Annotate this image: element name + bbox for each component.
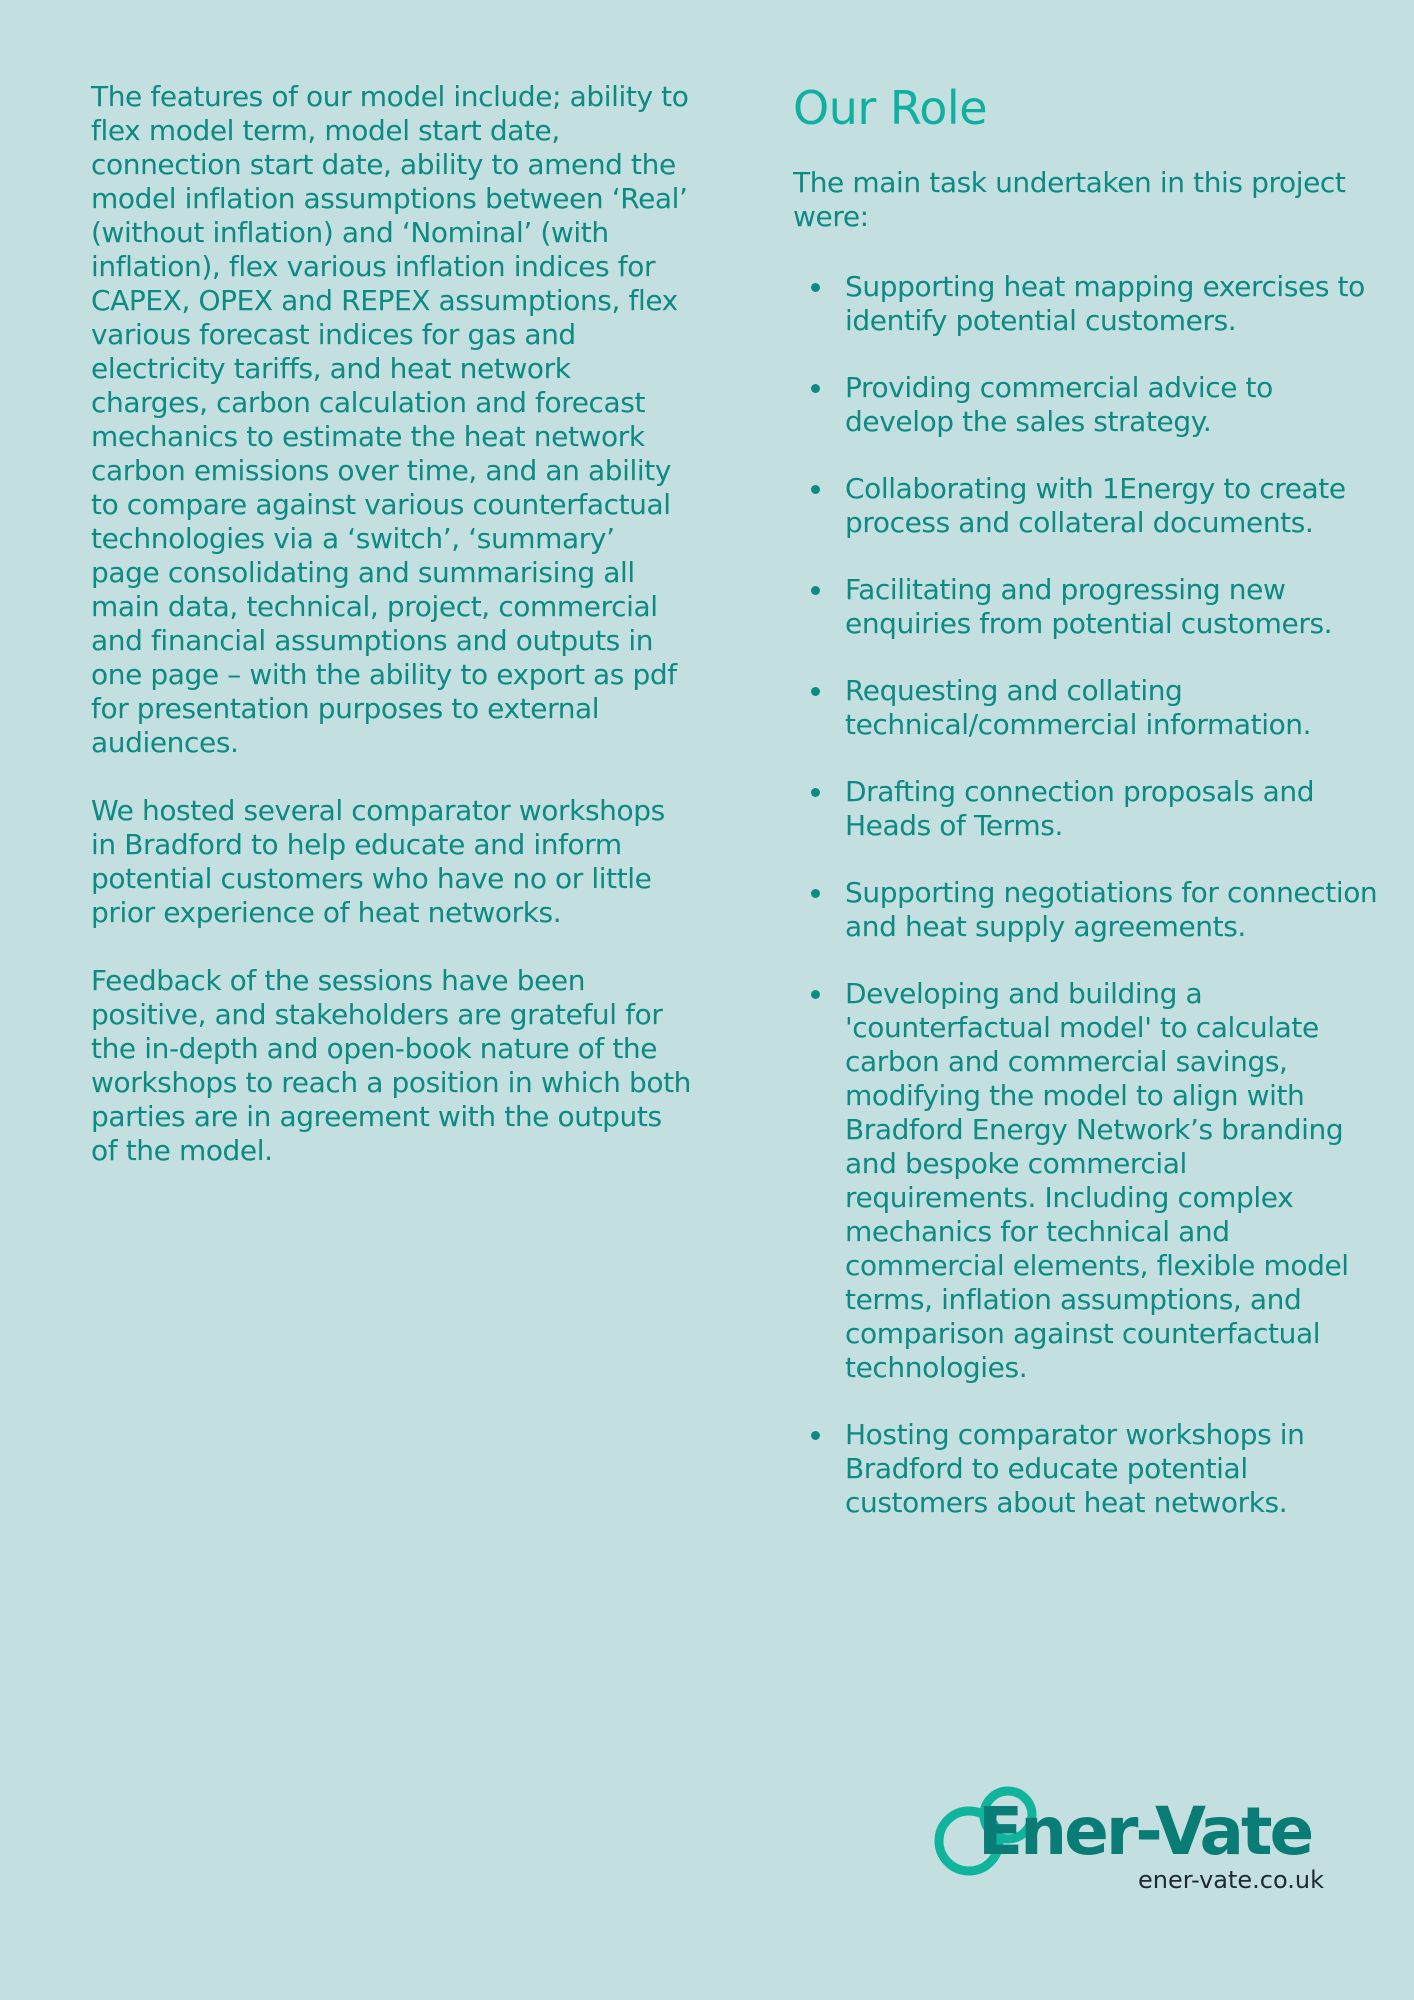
section-intro: The main task undertaken in this project were:: [793, 166, 1346, 233]
features-paragraph: The features of our model include; ability to flex model term, model start date, connection start date, ability to amend the model inflation assumptions between ‘Real’ (without inflation) and ‘Nominal’ (with inflation), flex various inflation indices for CAPEX, OPEX and REPEX assumptions, flex various forecast indices for gas and electricity tariffs, and heat network charges, carbon calculation and forecast mechanics to estimate the heat network carbon emissions over time, and an ability to compare against various counterfactual technologies via a ‘switch’, ‘summary’ page consolidating and summarising all main data, technical, project, commercial and financial assumptions and outputs in one page – with the ability to export as pdf for presentation purposes to external audiences.: [91, 80, 689, 759]
list-item: [793, 270, 1378, 338]
left-column: [91, 80, 691, 1202]
section-heading: Our Role: [793, 81, 988, 135]
list-item: [793, 876, 1378, 944]
list-item-text: Collaborating with 1Energy to create process and collateral documents.: [845, 472, 1346, 539]
list-item-text: Providing commercial advice to develop the sales strategy.: [845, 371, 1273, 438]
list-item: [793, 775, 1378, 843]
list-item: [793, 472, 1378, 540]
feedback-paragraph: Feedback of the sessions have been positive, and stakeholders are grateful for the in-depth and open-book nature of the workshops to reach a position in which both parties are in agreement with the outputs of the model.: [91, 964, 692, 1167]
list-item: [793, 1418, 1378, 1520]
list-item: [793, 977, 1378, 1385]
list-item: [793, 371, 1378, 439]
logo-wordmark: Ener-Vate: [978, 1793, 1312, 1870]
bullet-icon: [811, 485, 820, 494]
list-item: [793, 674, 1378, 742]
bullet-icon: [811, 283, 820, 292]
role-list: [793, 270, 1378, 1520]
list-item-text: Requesting and collating technical/commercial information.: [845, 674, 1312, 741]
list-item: [793, 573, 1378, 641]
bullet-icon: [811, 586, 820, 595]
right-column: [793, 80, 1378, 1553]
bullet-icon: [811, 384, 820, 393]
list-item-text: Hosting comparator workshops in Bradford to educate potential customers about heat networks.: [845, 1418, 1305, 1519]
ener-vate-logo: [928, 1782, 1328, 1897]
bullet-icon: [811, 889, 820, 898]
bullet-icon: [811, 1431, 820, 1440]
list-item-text: Facilitating and progressing new enquiries from potential customers.: [845, 573, 1333, 640]
list-item-text: Supporting negotiations for connection and heat supply agreements.: [845, 876, 1378, 943]
bullet-icon: [811, 687, 820, 696]
bullet-icon: [811, 990, 820, 999]
bullet-icon: [811, 788, 820, 797]
list-item-text: Developing and building a 'counterfactual model' to calculate carbon and commercial savings, modifying the model to align with Bradford Energy Network’s branding and bespoke commercial requirements. Including complex mechanics for technical and commercial elements, flexible model terms, inflation assumptions, and comparison against counterfactual technologies.: [845, 977, 1349, 1384]
workshops-paragraph: We hosted several comparator workshops in Bradford to help educate and inform potential customers who have no or little prior experience of heat networks.: [91, 794, 665, 929]
list-item-text: Supporting heat mapping exercises to identify potential customers.: [845, 270, 1365, 337]
logo-url: ener-vate.co.uk: [1138, 1866, 1324, 1894]
list-item-text: Drafting connection proposals and Heads of Terms.: [845, 775, 1315, 842]
